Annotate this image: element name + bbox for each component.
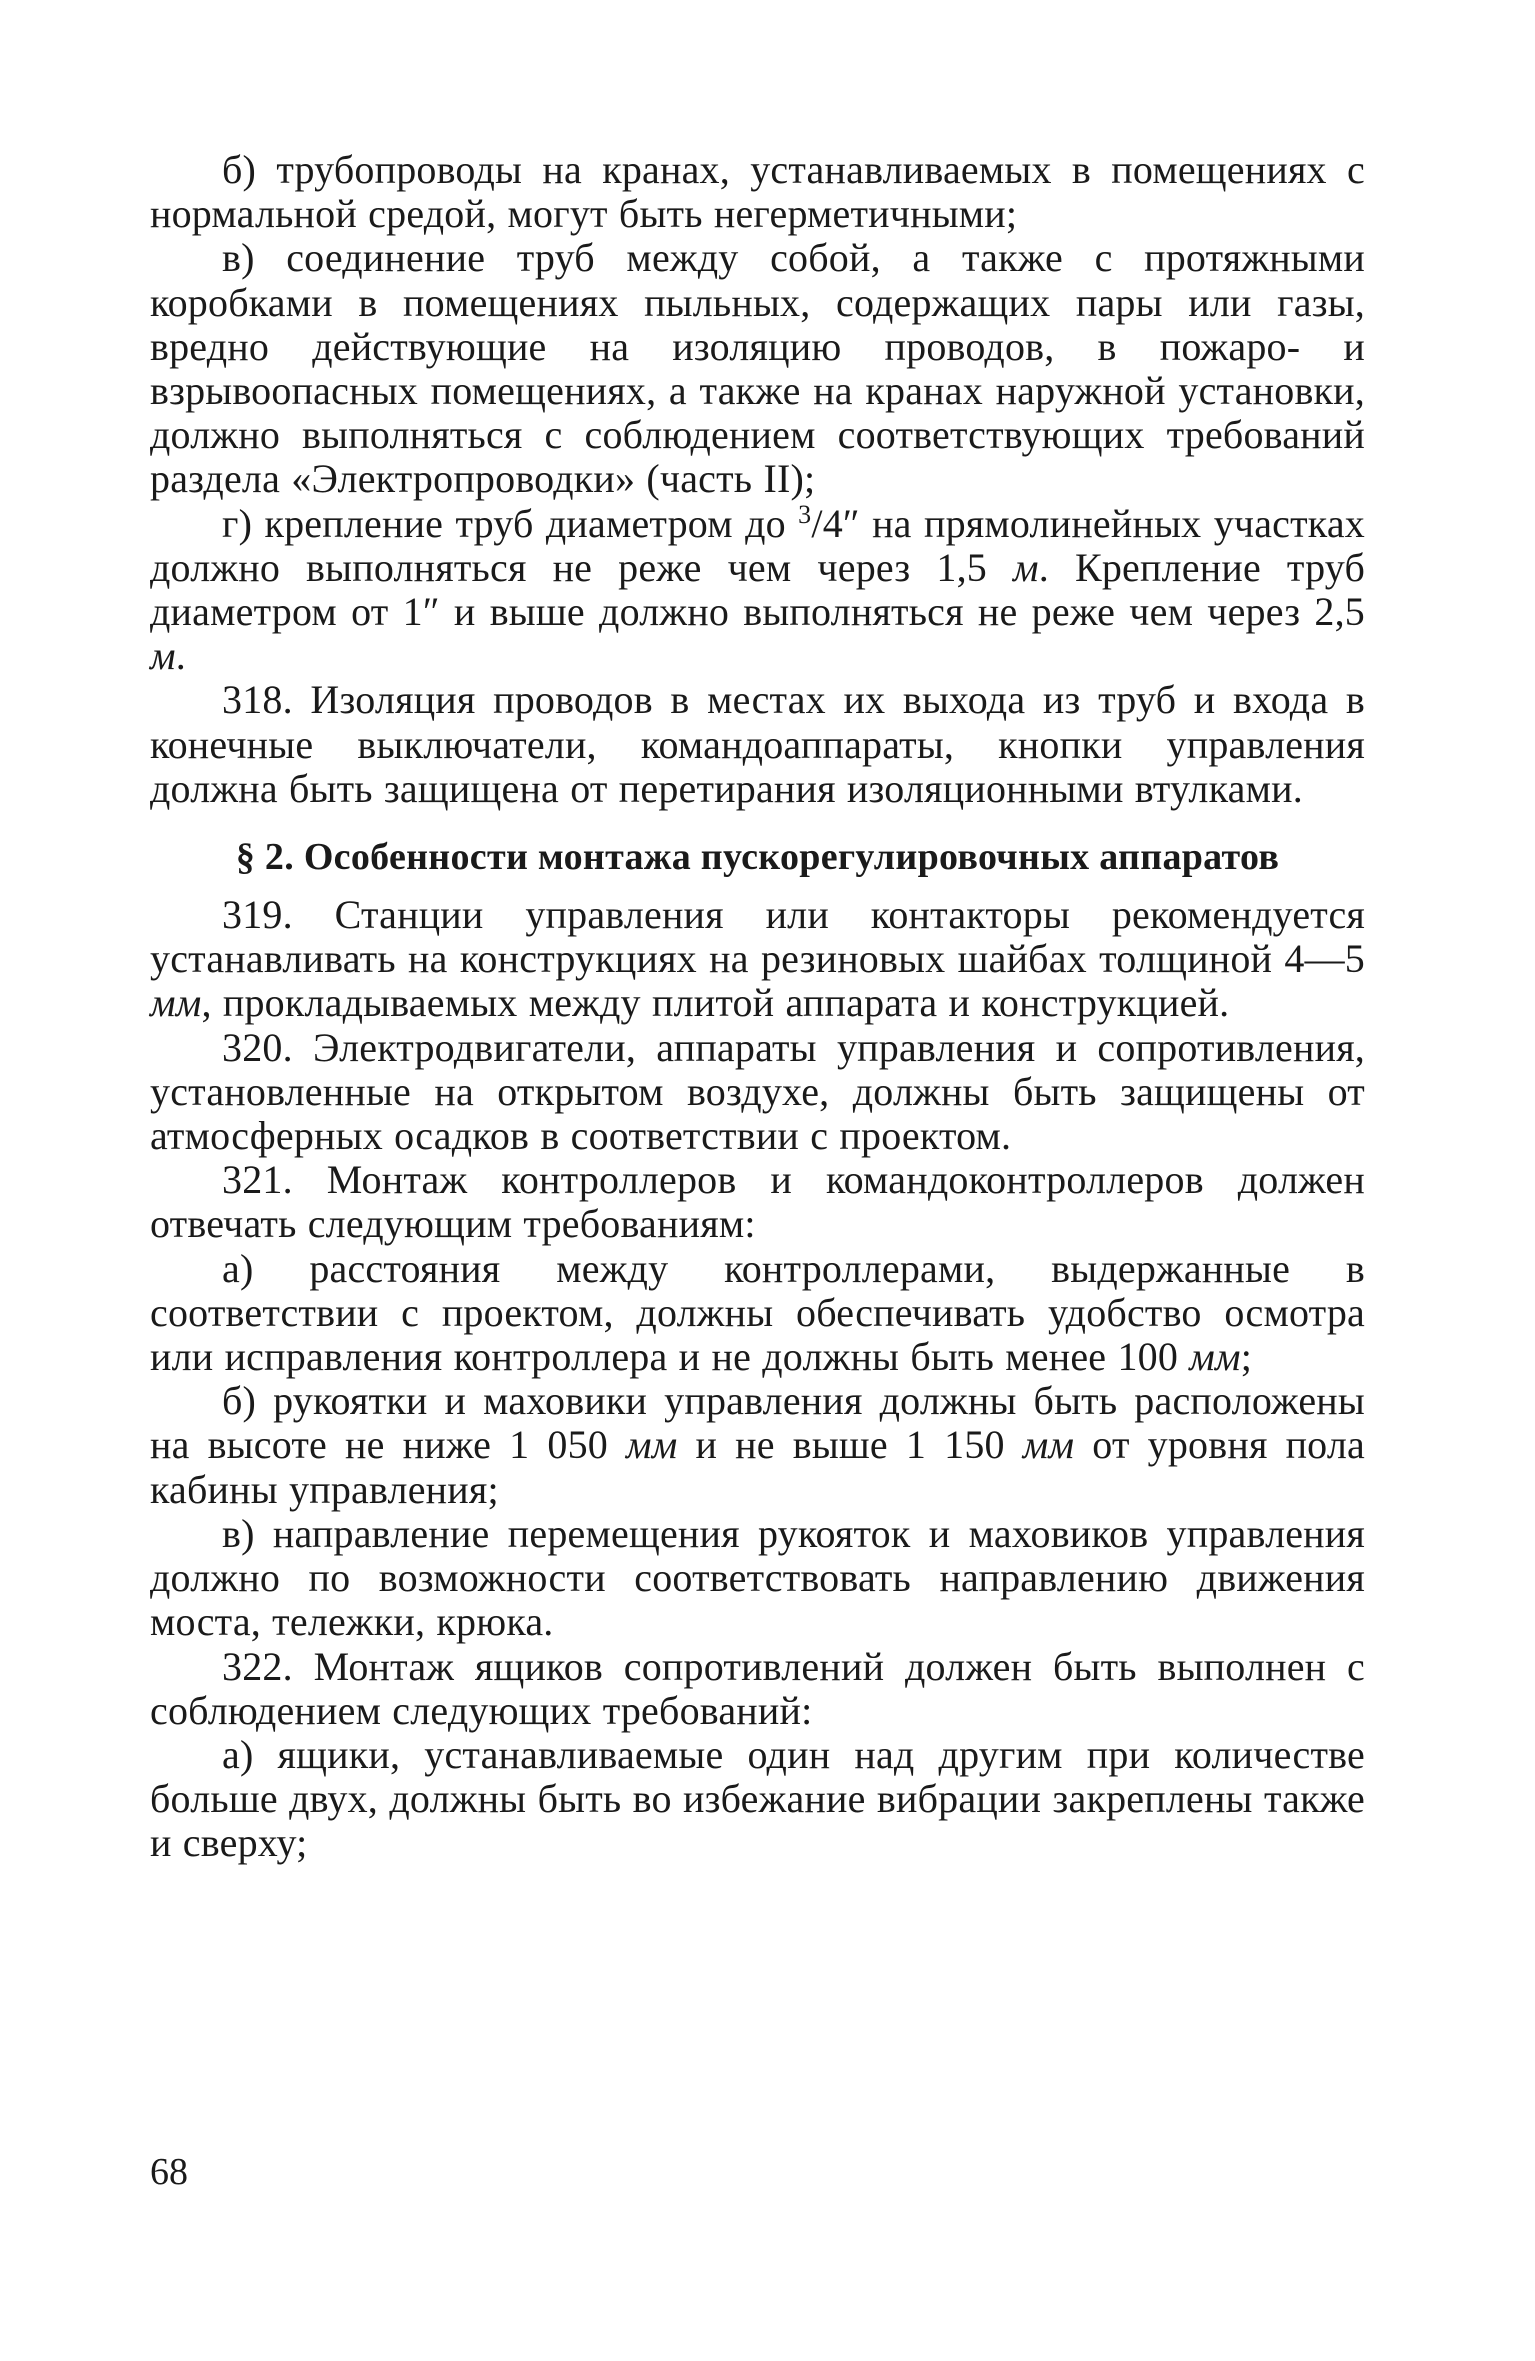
paragraph-319-text-end: , прокладываемых между плитой аппарата и конструкцией. — [201, 980, 1230, 1026]
paragraph-321b-text-middle: и не выше 1 150 — [677, 1422, 1023, 1468]
paragraph-321b-text-end: от уровня пола кабины управления; — [150, 1422, 1365, 1512]
paragraph-b-pipes-non-hermetic: б) трубопроводы на кранах, устанавливаемых в помещениях с нормальной средой, могут быть негерметичными; — [150, 147, 1365, 237]
page-body — [150, 148, 1365, 1866]
unit-meters: м — [1013, 544, 1039, 590]
paragraph-v-pipe-connections: в) соединение труб между собой, а также с протяжными коробками в помещениях пыльных, содержащих пары или газы, вредно действующие на изоляцию проводов, в пожаро- и взрывоопасных помещениях, а также на кранах наружной установки, должно выполняться с соблюдением соответствующих требований раздела «Электропроводки» (часть II); — [150, 235, 1365, 502]
unit-millimeters: мм — [1022, 1422, 1075, 1468]
paragraph-g-text-start: г) крепление труб диаметром до — [222, 500, 799, 546]
unit-millimeters: мм — [626, 1422, 678, 1468]
paragraph-321a-text-end: ; — [1240, 1334, 1253, 1380]
page-number: 68 — [150, 2151, 188, 2193]
paragraph-g-text-fraction-rest: /4″ на прямолинейных участках должно выполняться не реже чем через 1,5 — [150, 500, 1365, 590]
paragraph-322-resistor-boxes: 322. Монтаж ящиков сопротивлений должен быть выполнен с соблюдением следующих требований: — [150, 1643, 1365, 1733]
section-title: § 2. Особенности монтажа пускорегулировочных аппаратов — [235, 836, 1280, 879]
unit-meters: м — [150, 633, 176, 679]
paragraph-g-text-middle: . Крепление труб диаметром от 1″ и выше должно выполняться не реже чем через 2,5 — [150, 544, 1365, 635]
fraction-numerator: 3 — [798, 499, 812, 529]
paragraph-321a-distances — [150, 1247, 1365, 1380]
paragraph-g-text-end: . — [175, 633, 186, 679]
paragraph-321v-direction: в) направление перемещения рукояток и маховиков управления должно по возможности соответствовать направлению движения моста, тележки, крюка. — [150, 1510, 1365, 1645]
paragraph-321b-handles-height — [150, 1379, 1365, 1512]
paragraph-319-text-start: 319. Станции управления или контакторы рекомендуется устанавливать на конструкциях на резиновых шайбах толщиной 4—5 — [150, 892, 1365, 982]
paragraph-320-electric-motors: 320. Электродвигатели, аппараты управления и сопротивления, установленные на открытом воздухе, должны быть защищены от атмосферных осадков в соответствии с проектом. — [150, 1024, 1365, 1159]
paragraph-322a-stacked-boxes: а) ящики, устанавливаемые один над другим при количестве больше двух, должны быть во избежание вибрации закреплены также и сверху; — [150, 1731, 1365, 1866]
paragraph-319-control-stations — [150, 893, 1365, 1026]
paragraph-318-wire-insulation: 318. Изоляция проводов в местах их выхода из труб и входа в конечные выключатели, командоаппараты, кнопки управления должна быть защищена от перетирания изоляционными втулками. — [150, 677, 1365, 811]
paragraph-g-pipe-fastening — [150, 499, 1365, 679]
unit-millimeters: мм — [1189, 1334, 1241, 1380]
paragraph-321a-text-start: а) расстояния между контроллерами, выдержанные в соответствии с проектом, должны обеспечивать удобство осмотра или исправления контроллера и не должны быть менее 100 — [150, 1245, 1365, 1380]
unit-millimeters: мм — [150, 980, 202, 1026]
paragraph-321-controllers: 321. Монтаж контроллеров и командоконтроллеров должен отвечать следующим требованиям: — [150, 1157, 1365, 1247]
paragraph-321b-text-start: б) рукоятки и маховики управления должны быть расположены на высоте не ниже 1 050 — [150, 1378, 1365, 1468]
